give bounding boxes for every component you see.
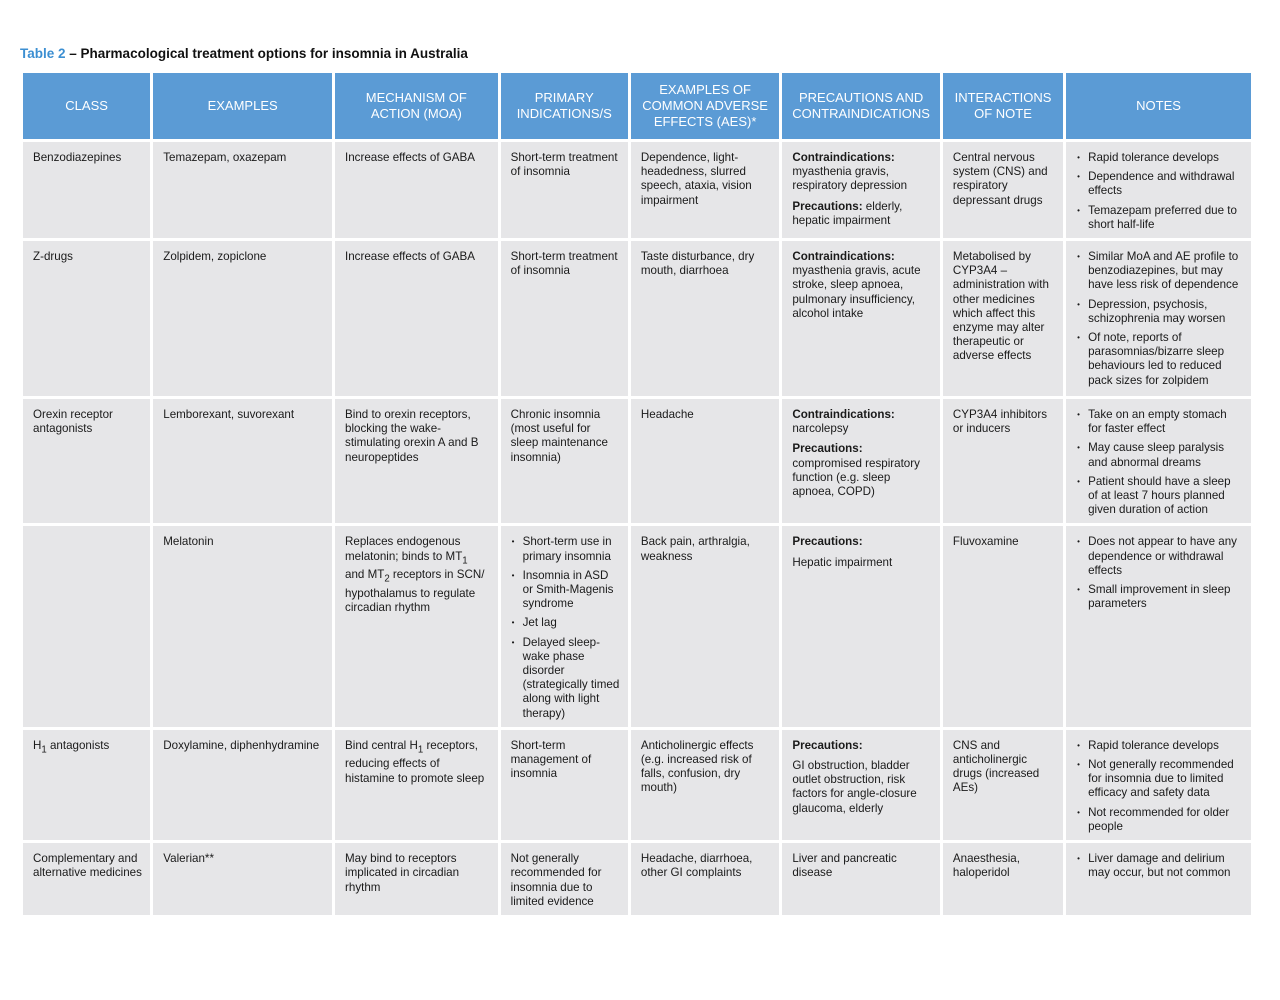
interactions-cell: Metabolised by CYP3A4 – administration with other medicines which affect this enzyme may alter therapeutic or adverse effects <box>943 241 1063 396</box>
precautions-cell <box>782 241 940 396</box>
adverse-effects-cell: Dependence, light-headedness, slurred speech, ataxia, vision impairment <box>631 142 779 238</box>
note-item: • Rapid tolerance develops <box>1076 739 1243 753</box>
interactions-cell: Fluvoxamine <box>943 526 1063 726</box>
table-row <box>23 526 1251 726</box>
notes-cell <box>1066 526 1251 726</box>
precautions-text: GI obstruction, bladder outlet obstruction, risk factors for angle-closure glaucoma, elderly <box>792 759 917 815</box>
contraindications-label: Contraindications: <box>792 250 895 264</box>
contraindications-label: Contraindications: <box>792 151 895 164</box>
treatment-table <box>20 70 1254 918</box>
examples-cell: Valerian** <box>153 843 332 915</box>
notes-cell <box>1066 241 1251 396</box>
moa-text: Replaces endogenous melatonin; binds to MT <box>345 535 463 563</box>
adverse-effects-cell: Anticholinergic effects (e.g. increased risk of falls, confusion, dry mouth) <box>631 730 779 840</box>
notes-cell <box>1066 142 1251 238</box>
precautions-cell: Liver and pancreatic disease <box>782 843 940 915</box>
moa-cell: May bind to receptors implicated in circadian rhythm <box>335 843 498 915</box>
notes-cell <box>1066 399 1251 523</box>
moa-text: Bind central H <box>345 738 418 752</box>
note-item: • Not recommended for older people <box>1076 806 1243 834</box>
contraindications-text: myasthenia gravis, acute stroke, sleep apnoea, pulmonary insufficiency, alcohol intake <box>792 264 921 320</box>
header-precautions: PRECAUTIONS AND CONTRAINDICATIONS <box>782 73 940 139</box>
header-adverse-effects: EXAMPLES OF COMMON ADVERSE EFFECTS (AES)* <box>631 73 779 139</box>
interactions-cell: CYP3A4 inhibitors or inducers <box>943 399 1063 523</box>
interactions-cell: CNS and anticholinergic drugs (increased AEs) <box>943 730 1063 840</box>
header-indications: PRIMARY INDICATIONS/S <box>501 73 628 139</box>
examples-cell: Lemborexant, suvorexant <box>153 399 332 523</box>
class-cell: Orexin receptor antagonists <box>23 399 150 523</box>
note-item: • May cause sleep paralysis and abnormal dreams <box>1076 441 1243 469</box>
note-item: • Dependence and withdrawal effects <box>1076 170 1243 198</box>
precautions-cell <box>782 730 940 840</box>
moa-text: receptors, reducing effects of histamine to promote sleep <box>345 738 485 785</box>
header-row <box>23 73 1251 139</box>
class-text: antagonists <box>46 738 110 752</box>
examples-cell: Temazepam, oxazepam <box>153 142 332 238</box>
precautions-cell <box>782 142 940 238</box>
note-item: • Rapid tolerance develops <box>1076 151 1243 165</box>
indications-cell: Not generally recommended for insomnia due to limited evidence <box>501 843 628 915</box>
precautions-text: compromised respiratory function (e.g. sleep apnoea, COPD) <box>792 456 920 499</box>
contraindications-label: Contraindications: <box>792 408 895 422</box>
notes-cell <box>1066 843 1251 915</box>
examples-cell: Zolpidem, zopiclone <box>153 241 332 396</box>
contraindications-text: narcolepsy <box>792 422 849 436</box>
table-row <box>23 241 1251 396</box>
table-title: – Pharmacological treatment options for insomnia in Australia <box>65 46 468 61</box>
note-item: • Small improvement in sleep parameters <box>1076 583 1243 611</box>
header-interactions: INTERACTIONS OF NOTE <box>943 73 1063 139</box>
precautions-text: elderly, hepatic impairment <box>792 199 903 227</box>
moa-subscript: 1 <box>462 554 468 566</box>
table-label: Table 2 <box>20 46 66 61</box>
examples-cell: Doxylamine, diphenhydramine <box>153 730 332 840</box>
indication-item: • Insomnia in ASD or Smith-Magenis syndrome <box>511 569 620 612</box>
table-row <box>23 142 1251 238</box>
note-item: • Take on an empty stomach for faster effect <box>1076 408 1243 436</box>
class-cell: Benzodiazepines <box>23 142 150 238</box>
class-text: H <box>33 738 42 752</box>
precautions-label: Precautions: <box>792 738 863 752</box>
moa-text: and MT <box>345 568 385 582</box>
precautions-label: Precautions: <box>792 199 863 213</box>
indication-item: • Delayed sleep-wake phase disorder (strategically timed along with light therapy) <box>511 636 620 721</box>
note-item: • Not generally recommended for insomnia due to limited efficacy and safety data <box>1076 758 1243 801</box>
note-item: • Liver damage and delirium may occur, but not common <box>1076 852 1243 880</box>
indication-item: • Short-term use in primary insomnia <box>511 535 620 563</box>
indications-cell: Short-term management of insomnia <box>501 730 628 840</box>
moa-cell: Bind to orexin receptors, blocking the wake-stimulating orexin A and B neuropeptides <box>335 399 498 523</box>
precautions-cell <box>782 399 940 523</box>
adverse-effects-cell: Headache <box>631 399 779 523</box>
precautions-label: Precautions: <box>792 535 863 549</box>
examples-cell: Melatonin <box>153 526 332 726</box>
precautions-cell <box>782 526 940 726</box>
moa-cell: Increase effects of GABA <box>335 142 498 238</box>
class-cell <box>23 730 150 840</box>
interactions-cell: Central nervous system (CNS) and respiratory depressant drugs <box>943 142 1063 238</box>
note-item: • Of note, reports of parasomnias/bizarre sleep behaviours led to reduced pack sizes for zolpidem <box>1076 331 1243 388</box>
note-item: • Depression, psychosis, schizophrenia may worsen <box>1076 298 1243 326</box>
table-row <box>23 843 1251 915</box>
class-cell: Complementary and alternative medicines <box>23 843 150 915</box>
notes-cell <box>1066 730 1251 840</box>
header-notes: NOTES <box>1066 73 1251 139</box>
precautions-text: Hepatic impairment <box>792 555 893 569</box>
precautions-label: Precautions: <box>792 442 863 456</box>
adverse-effects-cell: Back pain, arthralgia, weakness <box>631 526 779 726</box>
moa-cell <box>335 526 498 726</box>
moa-cell: Increase effects of GABA <box>335 241 498 396</box>
table-row <box>23 399 1251 523</box>
class-cell <box>23 526 150 726</box>
indications-cell <box>501 526 628 726</box>
class-cell: Z-drugs <box>23 241 150 396</box>
note-item: • Temazepam preferred due to short half-life <box>1076 204 1243 232</box>
table-row <box>23 730 1251 840</box>
indications-cell: Short-term treatment of insomnia <box>501 142 628 238</box>
interactions-cell: Anaesthesia, haloperidol <box>943 843 1063 915</box>
moa-text: receptors in SCN/ hypothalamus to regulate circadian rhythm <box>345 568 485 614</box>
moa-subscript: 1 <box>417 744 424 756</box>
class-subscript: 1 <box>41 744 47 756</box>
indication-item: • Jet lag <box>511 616 620 630</box>
note-item: • Does not appear to have any dependence or withdrawal effects <box>1076 535 1243 578</box>
moa-subscript: 2 <box>384 573 390 585</box>
header-moa: MECHANISM OF ACTION (MOA) <box>335 73 498 139</box>
indications-cell: Short-term treatment of insomnia <box>501 241 628 396</box>
note-item: • Similar MoA and AE profile to benzodiazepines, but may have less risk of dependence <box>1076 250 1243 293</box>
indications-cell: Chronic insomnia (most useful for sleep maintenance insomnia) <box>501 399 628 523</box>
adverse-effects-cell: Taste disturbance, dry mouth, diarrhoea <box>631 241 779 396</box>
adverse-effects-cell: Headache, diarrhoea, other GI complaints <box>631 843 779 915</box>
header-examples: EXAMPLES <box>153 73 332 139</box>
table-caption <box>20 46 468 61</box>
note-item: • Patient should have a sleep of at least 7 hours planned given duration of action <box>1076 475 1243 518</box>
header-class: CLASS <box>23 73 150 139</box>
moa-cell <box>335 730 498 840</box>
contraindications-text: myasthenia gravis, respiratory depression <box>792 165 908 193</box>
